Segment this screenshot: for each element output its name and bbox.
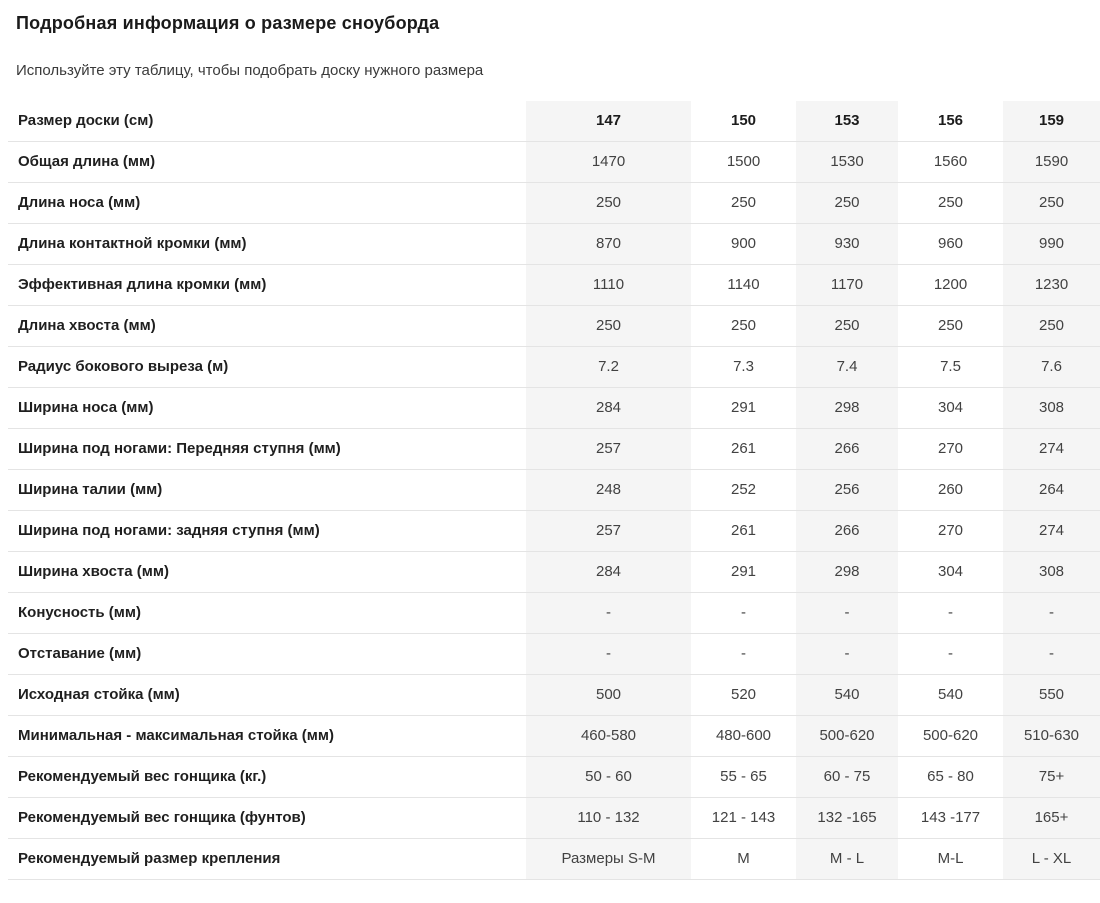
value-cell-147: 248 <box>526 470 691 510</box>
value-cell-153: 250 <box>796 306 898 346</box>
value-cell-159: 308 <box>1003 388 1100 428</box>
row-label: Рекомендуемый вес гонщика (кг.) <box>18 768 267 785</box>
value-cell-153: 250 <box>796 183 898 223</box>
table-row <box>8 224 1100 265</box>
value-cell-153: 266 <box>796 511 898 551</box>
value-cell-156: 250 <box>937 317 964 334</box>
value-cell-150: 480-600 <box>715 727 772 744</box>
table-row <box>8 470 1100 511</box>
row-label: Конусность (мм) <box>18 604 141 621</box>
value-cell-147: 500 <box>526 675 691 715</box>
value-cell-153: 266 <box>796 429 898 469</box>
value-cell-147: 870 <box>526 224 691 264</box>
value-cell-156: 1560 <box>933 153 968 170</box>
table-row <box>8 142 1100 183</box>
value-cell-147: 1110 <box>526 265 691 305</box>
value-cell-150: - <box>741 604 746 621</box>
size-column-header-147: 147 <box>526 101 691 141</box>
value-cell-153: 1530 <box>796 142 898 182</box>
size-column-header-156: 156 <box>937 112 964 129</box>
table-row <box>8 839 1100 880</box>
table-header-row <box>8 101 1100 142</box>
value-cell-156: - <box>948 604 953 621</box>
value-cell-153: 298 <box>796 388 898 428</box>
value-cell-147: 250 <box>526 306 691 346</box>
value-cell-153: 7.4 <box>796 347 898 387</box>
value-cell-150: 121 - 143 <box>711 809 776 826</box>
value-cell-147: 7.2 <box>526 347 691 387</box>
value-cell-147: 257 <box>526 429 691 469</box>
value-cell-159: 308 <box>1003 552 1100 592</box>
value-cell-159: 264 <box>1003 470 1100 510</box>
value-cell-150: 291 <box>730 399 757 416</box>
value-cell-150: 261 <box>730 440 757 457</box>
table-row <box>8 511 1100 552</box>
value-cell-147: 257 <box>526 511 691 551</box>
value-cell-147: 110 - 132 <box>526 798 691 838</box>
row-label: Минимальная - максимальная стойка (мм) <box>18 727 334 744</box>
value-cell-150: 1500 <box>726 153 761 170</box>
table-row <box>8 388 1100 429</box>
table-row <box>8 429 1100 470</box>
value-cell-147: 50 - 60 <box>526 757 691 797</box>
page-subtitle: Используйте эту таблицу, чтобы подобрать доску нужного размера <box>16 62 484 79</box>
table-row <box>8 634 1100 675</box>
row-label: Длина носа (мм) <box>18 194 141 211</box>
value-cell-150: 261 <box>730 522 757 539</box>
row-label: Длина контактной кромки (мм) <box>18 235 247 252</box>
value-cell-153: 60 - 75 <box>796 757 898 797</box>
value-cell-150: 900 <box>730 235 757 252</box>
value-cell-150: - <box>741 645 746 662</box>
value-cell-159: 510-630 <box>1003 716 1100 756</box>
value-cell-150: M <box>737 850 750 867</box>
table-row <box>8 593 1100 634</box>
table-row <box>8 798 1100 839</box>
value-cell-159: 250 <box>1003 183 1100 223</box>
value-cell-159: - <box>1003 593 1100 633</box>
value-cell-159: 165+ <box>1003 798 1100 838</box>
table-row <box>8 306 1100 347</box>
table-row <box>8 757 1100 798</box>
value-cell-156: 304 <box>937 563 964 580</box>
table-row <box>8 265 1100 306</box>
value-cell-156: 270 <box>937 522 964 539</box>
row-label: Ширина под ногами: Передняя ступня (мм) <box>18 440 341 457</box>
value-cell-156: 500-620 <box>922 727 979 744</box>
value-cell-156: 7.5 <box>940 358 961 375</box>
value-cell-150: 7.3 <box>733 358 754 375</box>
value-cell-156: 65 - 80 <box>927 768 974 785</box>
table-row <box>8 675 1100 716</box>
value-cell-153: 298 <box>796 552 898 592</box>
value-cell-159: 550 <box>1003 675 1100 715</box>
value-cell-159: L - XL <box>1003 839 1100 879</box>
value-cell-156: 250 <box>937 194 964 211</box>
value-cell-156: M-L <box>937 850 964 867</box>
table-header-label: Размер доски (см) <box>18 112 154 129</box>
value-cell-156: 270 <box>937 440 964 457</box>
value-cell-147: - <box>526 634 691 674</box>
value-cell-156: 540 <box>937 686 964 703</box>
value-cell-153: 540 <box>796 675 898 715</box>
table-row <box>8 183 1100 224</box>
value-cell-150: 55 - 65 <box>720 768 767 785</box>
value-cell-153: 132 -165 <box>796 798 898 838</box>
table-row <box>8 552 1100 593</box>
table-body <box>8 142 1100 880</box>
value-cell-153: 1170 <box>796 265 898 305</box>
value-cell-159: 274 <box>1003 429 1100 469</box>
value-cell-150: 252 <box>730 481 757 498</box>
value-cell-159: 990 <box>1003 224 1100 264</box>
value-cell-159: - <box>1003 634 1100 674</box>
value-cell-147: Размеры S-M <box>526 839 691 879</box>
snowboard-size-table <box>8 101 1100 880</box>
value-cell-156: 260 <box>937 481 964 498</box>
row-label: Ширина талии (мм) <box>18 481 163 498</box>
value-cell-159: 7.6 <box>1003 347 1100 387</box>
value-cell-159: 1590 <box>1003 142 1100 182</box>
value-cell-153: 256 <box>796 470 898 510</box>
value-cell-150: 1140 <box>727 276 760 293</box>
size-column-header-153: 153 <box>796 101 898 141</box>
size-column-header-150: 150 <box>730 112 757 129</box>
table-row <box>8 716 1100 757</box>
value-cell-150: 520 <box>730 686 757 703</box>
row-label: Радиус бокового выреза (м) <box>18 358 229 375</box>
value-cell-147: 250 <box>526 183 691 223</box>
value-cell-156: 1200 <box>933 276 968 293</box>
size-column-header-159: 159 <box>1003 101 1100 141</box>
value-cell-153: - <box>796 634 898 674</box>
row-label: Отставание (мм) <box>18 645 142 662</box>
value-cell-147: 284 <box>526 388 691 428</box>
value-cell-150: 291 <box>730 563 757 580</box>
value-cell-147: 284 <box>526 552 691 592</box>
value-cell-153: M - L <box>796 839 898 879</box>
value-cell-150: 250 <box>730 317 757 334</box>
value-cell-159: 274 <box>1003 511 1100 551</box>
value-cell-153: 500-620 <box>796 716 898 756</box>
value-cell-156: 143 -177 <box>920 809 981 826</box>
value-cell-153: 930 <box>796 224 898 264</box>
row-label: Общая длина (мм) <box>18 153 156 170</box>
row-label: Ширина под ногами: задняя ступня (мм) <box>18 522 320 539</box>
value-cell-159: 250 <box>1003 306 1100 346</box>
value-cell-147: - <box>526 593 691 633</box>
row-label: Рекомендуемый размер крепления <box>18 850 281 867</box>
table-row <box>8 347 1100 388</box>
row-label: Ширина хвоста (мм) <box>18 563 169 580</box>
value-cell-156: - <box>948 645 953 662</box>
row-label: Рекомендуемый вес гонщика (фунтов) <box>18 809 306 826</box>
row-label: Длина хвоста (мм) <box>18 317 156 334</box>
row-label: Эффективная длина кромки (мм) <box>18 276 267 293</box>
value-cell-156: 304 <box>937 399 964 416</box>
value-cell-150: 250 <box>730 194 757 211</box>
row-label: Исходная стойка (мм) <box>18 686 180 703</box>
page-title: Подробная информация о размере сноуборда <box>16 13 440 33</box>
value-cell-159: 75+ <box>1003 757 1100 797</box>
value-cell-153: - <box>796 593 898 633</box>
row-label: Ширина носа (мм) <box>18 399 154 416</box>
value-cell-159: 1230 <box>1003 265 1100 305</box>
value-cell-147: 1470 <box>526 142 691 182</box>
value-cell-156: 960 <box>937 235 964 252</box>
value-cell-147: 460-580 <box>526 716 691 756</box>
